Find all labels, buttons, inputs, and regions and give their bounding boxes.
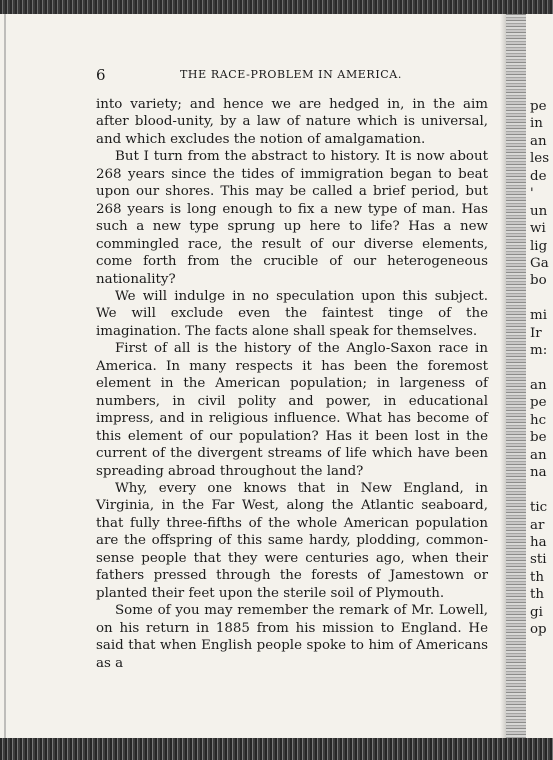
paragraph: First of all is the history of the Anglo-Saxon race in America. In many respects it has been the foremost element in the American population; in largeness of numbers, in civil polity and power, in educational impress, and in religious influence. What has become of this element of our population? Has it been lost in the current of the divergent streams of life which have been spreading abroad throughout the land?	[96, 341, 488, 479]
page-number: 6	[96, 66, 106, 84]
scan-bottom-edge	[0, 738, 553, 760]
fragment: lig	[530, 238, 548, 254]
paragraph: But I turn from the abstract to history. It is now about 268 years since the tides of immigration began to beat upon our shores. This may be called a brief period, but 268 years is long enough to fix a new type of man. Has such a new type sprung up here to life? Has a new commingled race, the result of our diverse elements, come forth from the crucible of our heterogeneous nationality?	[96, 149, 488, 287]
fragment: an	[530, 133, 547, 149]
fragment: bo	[530, 273, 547, 289]
fragment: pe	[530, 99, 547, 114]
fragment: de	[530, 168, 547, 184]
scan-top-edge	[0, 0, 553, 14]
fragment: pe	[530, 395, 547, 411]
fragment: mi	[530, 308, 547, 324]
paragraph: Some of you may remember the remark of Mr. Lowell, on his return in 1885 from his mission to England. He said that when English people spoke to him of Americans as a	[96, 603, 488, 671]
running-title: THE RACE-PROBLEM IN AMERICA.	[180, 68, 402, 81]
fragment: tic	[530, 500, 548, 516]
book-gutter	[506, 14, 526, 738]
fragment: sti	[530, 552, 547, 568]
fragment	[530, 482, 553, 499]
fragment: na	[530, 465, 547, 481]
fragment	[530, 360, 553, 377]
fragment: un	[530, 203, 548, 219]
fragment: ar	[530, 517, 545, 533]
fragment: m:	[530, 343, 548, 359]
fragment: an	[530, 378, 547, 393]
fragment: gi	[530, 604, 543, 620]
fragment: Ir	[530, 325, 542, 341]
paragraph: Why, every one knows that in New England, in Virginia, in the Far West, along the Atlantic seaboard, that fully three-fifths of the whole American population are the offspring of this same hardy, plodding, common-sense people that they were centuries ago, when their fathers pressed through the forests of Jamestown or planted their feet upon the sterile soil of Plymouth.	[96, 480, 488, 601]
fragment: an	[530, 447, 547, 463]
paragraph: We will indulge in no speculation upon this subject. We will exclude even the faintest tinge of the imagination. The facts alone shall speak for themselves.	[96, 288, 488, 339]
paragraph: into variety; and hence we are hedged in, in the aim after blood-unity, by a law of nature which is universal, and which excludes the notion of amalgamation.	[96, 97, 488, 147]
fragment: be	[530, 430, 547, 446]
fragment: les	[530, 151, 550, 167]
body-text	[96, 96, 488, 672]
page-header	[96, 66, 488, 86]
fragment	[530, 290, 553, 307]
fragment: th	[530, 587, 545, 603]
fragment: ha	[530, 534, 547, 550]
fragment: Ga	[530, 255, 549, 271]
fragment: th	[530, 569, 545, 585]
fragment: op	[530, 622, 547, 638]
page-left-edge	[4, 14, 6, 738]
fragment: '	[530, 186, 534, 202]
fragment: hc	[530, 412, 547, 428]
fragment: wi	[530, 221, 546, 237]
facing-page-fragments	[530, 98, 553, 639]
fragment: in	[530, 116, 543, 132]
